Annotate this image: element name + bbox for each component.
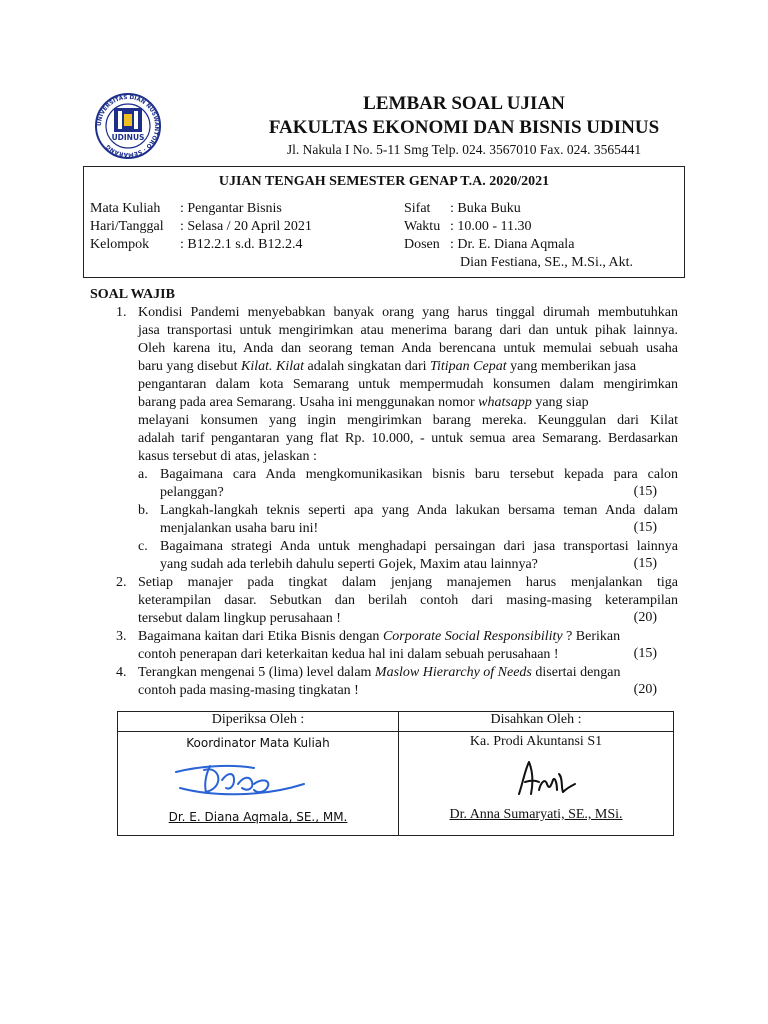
approved-by-header: Disahkan Oleh :: [399, 712, 674, 732]
faculty-title: FAKULTAS EKONOMI DAN BISNIS UDINUS: [268, 117, 660, 138]
section-heading: SOAL WAJIB: [90, 287, 175, 302]
signature-table: [117, 711, 674, 836]
italic-term: Titipan Cepat: [430, 359, 507, 374]
head-of-program-name: Dr. Anna Sumaryati, SE., MSi.: [449, 807, 623, 822]
checked-by-header: Diperiksa Oleh :: [118, 712, 399, 732]
hari-tanggal-value: : Selasa / 20 April 2021: [180, 219, 312, 234]
question-number: 3.: [116, 629, 127, 644]
sub-question-text: Bagaimana strategi Anda untuk menghadapi persaingan dari jasa transportasi lainnya: [160, 539, 678, 554]
logo-ring-text: UNIVERSITAS DIAN NUSWANTORO · SEMARANG: [96, 94, 160, 158]
question-number: 4.: [116, 665, 127, 680]
question-text: jasa transportasi untuk mengirimkan atau menerima barang dari dan untuk pihak lainnya.: [138, 323, 678, 338]
mata-kuliah-label: Mata Kuliah: [90, 201, 161, 216]
kelompok-label: Kelompok: [90, 237, 150, 252]
waktu-label: Waktu: [404, 219, 441, 234]
question-text: Bagaimana kaitan dari Etika Bisnis dengan Corporate Social Responsibility ? Berikan: [138, 629, 621, 644]
left-signature-cell: [118, 732, 399, 836]
question-text: baru yang disebut Kilat. Kilat adalah singkatan dari Titipan Cepat yang memberikan jasa: [138, 359, 637, 374]
question-number: 1.: [116, 305, 127, 320]
head-of-program-role: Ka. Prodi Akuntansi S1: [469, 734, 603, 749]
sub-question-label: c.: [138, 539, 148, 554]
question-text: tersebut dalam lingkup perusahaan !: [138, 611, 341, 626]
dosen-value: : Dr. E. Diana Aqmala: [450, 237, 575, 252]
exam-title: UJIAN TENGAH SEMESTER GENAP T.A. 2020/2021: [218, 174, 550, 189]
points: (20): [633, 682, 657, 697]
italic-term: Kilat. Kilat: [241, 359, 305, 374]
italic-term: Corporate Social Responsibility: [382, 629, 563, 644]
question-number: 2.: [116, 575, 127, 590]
sub-question-label: a.: [138, 467, 148, 482]
logo-text: UDINUS: [111, 133, 145, 142]
points: (15): [633, 484, 657, 499]
question-text: adalah tarif pengantaran yang flat Rp. 10.000, - untuk semua area Semarang. Berdasarkan: [138, 431, 678, 446]
question-text: kasus tersebut di atas, jelaskan :: [138, 449, 317, 464]
italic-term: whatsapp: [478, 395, 532, 410]
question-text: Oleh karena itu, Anda dan seorang teman Anda berencana untuk memulai sebuah usaha: [138, 341, 678, 356]
question-text: contoh penerapan dari keterkaitan kedua hal ini dalam sebuah perusahaan !: [138, 647, 559, 662]
sub-question-text: yang sudah ada terlebih dahulu seperti Gojek, Maxim atau lainnya?: [160, 557, 538, 572]
question-text: barang pada area Semarang. Usaha ini menggunakan nomor whatsapp yang siap: [138, 395, 589, 410]
dosen-value-2: Dian Festiana, SE., M.Si., Akt.: [460, 255, 634, 270]
signature-right: [511, 754, 581, 809]
dosen-label: Dosen: [404, 237, 440, 252]
signature-left: [170, 754, 310, 809]
italic-term: Maslow Hierarchy of Needs: [374, 665, 532, 680]
question-text: contoh pada masing-masing tingkatan !: [138, 683, 359, 698]
sub-question-text: Langkah-langkah teknis seperti apa yang Anda lakukan bersama teman Anda dalam: [160, 503, 678, 518]
sub-question-text: pelanggan?: [160, 485, 224, 500]
points: (20): [633, 610, 657, 625]
right-signature-cell: [399, 732, 674, 836]
address: Jl. Nakula I No. 5-11 Smg Telp. 024. 3567010 Fax. 024. 3565441: [286, 142, 642, 157]
question-text: Setiap manajer pada tingkat dalam jenjang manajemen harus menjalankan tiga: [138, 575, 678, 590]
page-title: LEMBAR SOAL UJIAN: [363, 93, 565, 114]
waktu-value: : 10.00 - 11.30: [450, 219, 532, 234]
university-logo: [94, 92, 162, 160]
kelompok-value: : B12.2.1 s.d. B12.2.4: [180, 237, 303, 252]
question-text: keterampilan dasar. Sebutkan dan berilah contoh dari masing-masing keterampilan: [138, 593, 678, 608]
sifat-value: : Buka Buku: [450, 201, 521, 216]
sifat-label: Sifat: [404, 201, 431, 216]
sub-question-label: b.: [138, 503, 149, 518]
hari-tanggal-label: Hari/Tanggal: [90, 219, 164, 234]
coordinator-role: Koordinator Mata Kuliah: [186, 736, 330, 750]
sub-question-text: Bagaimana cara Anda mengkomunikasikan bisnis baru tersebut kepada para calon: [160, 467, 678, 482]
sub-question-text: menjalankan usaha baru ini!: [160, 521, 319, 536]
question-text: pengantaran dalam kota Semarang untuk mempermudah konsumen dalam mengirimkan: [138, 377, 678, 392]
coordinator-name: Dr. E. Diana Aqmala, SE., MM.: [168, 810, 348, 824]
mata-kuliah-value: : Pengantar Bisnis: [180, 201, 282, 216]
question-text: Kondisi Pandemi menyebabkan banyak orang yang harus tinggal dirumah membutuhkan: [138, 305, 678, 320]
question-text: melayani konsumen yang ingin mengirimkan barang mereka. Keunggulan dari Kilat: [138, 413, 678, 428]
points: (15): [633, 520, 657, 535]
question-text: Terangkan mengenai 5 (lima) level dalam Maslow Hierarchy of Needs disertai dengan: [138, 665, 621, 680]
points: (15): [633, 556, 657, 571]
points: (15): [633, 646, 657, 661]
